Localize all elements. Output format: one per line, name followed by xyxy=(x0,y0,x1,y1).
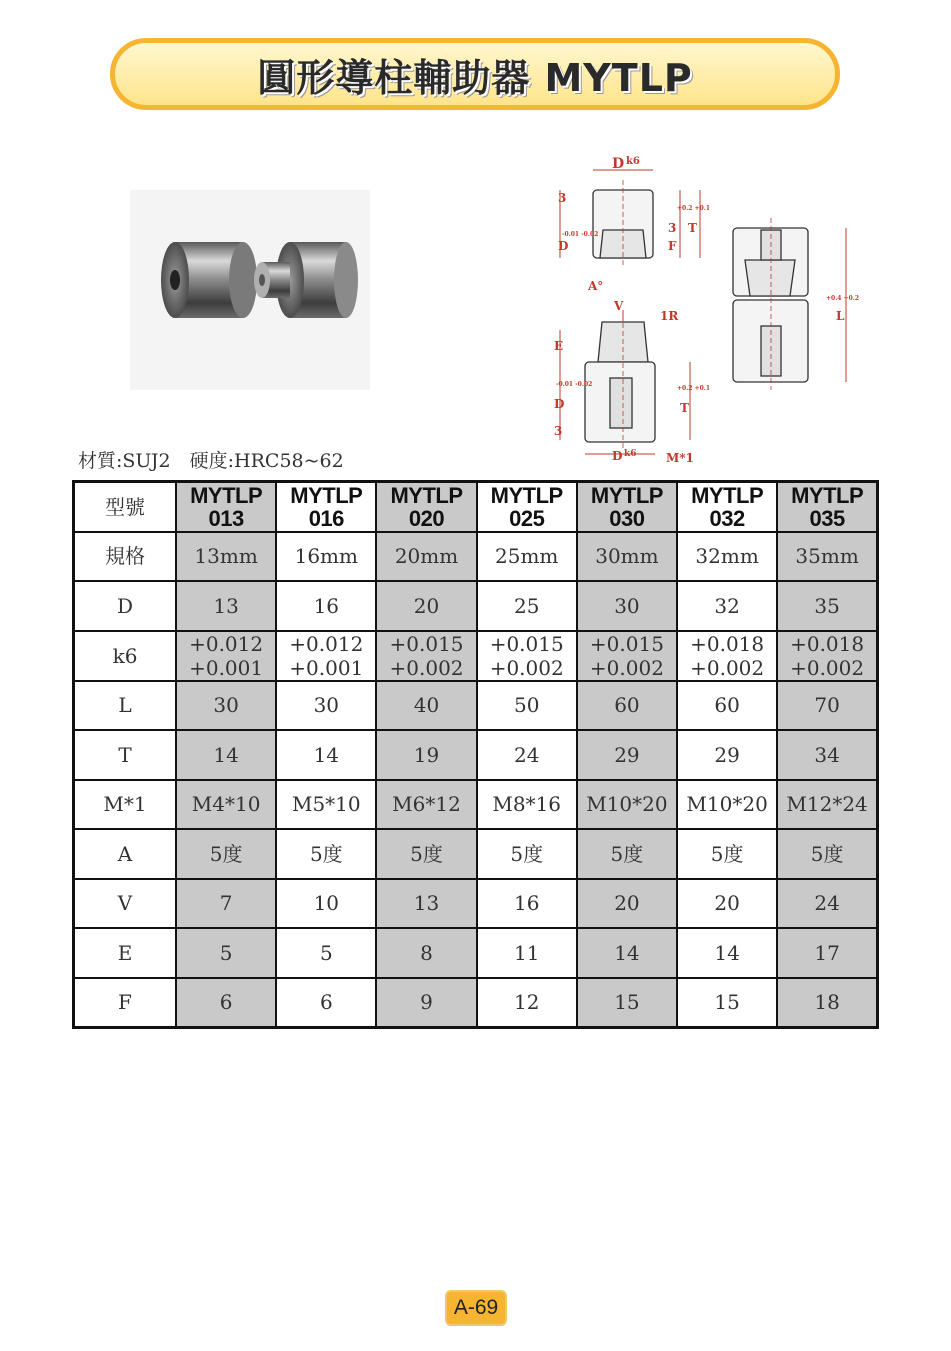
table-cell: 20 xyxy=(677,879,777,929)
label-l-tol: +0.4 +0.2 xyxy=(826,295,860,302)
label-tol-top: -0.01 -0.02 xyxy=(562,231,599,238)
label-e: E xyxy=(554,339,564,353)
page-title: 圓形導柱輔助器 MYTLP xyxy=(257,55,693,100)
table-cell: 32mm xyxy=(677,532,777,582)
table-cell: 6 xyxy=(176,978,276,1028)
title-banner xyxy=(110,38,840,110)
row-label: F xyxy=(74,978,177,1028)
product-photo xyxy=(130,190,370,390)
table-cell: 6 xyxy=(276,978,376,1028)
label-k6-bot: k6 xyxy=(624,449,637,459)
table-cell: M5*10 xyxy=(276,780,376,830)
label-t-tol-bot: +0.2 +0.1 xyxy=(677,385,711,392)
table-cell: 10 xyxy=(276,879,376,929)
table-cell: 34 xyxy=(777,730,877,780)
table-cell: +0.015 +0.002 xyxy=(477,631,577,681)
label-d-bot: D xyxy=(612,449,623,463)
table-row xyxy=(74,631,878,681)
row-label: L xyxy=(74,681,177,731)
table-cell: 5度 xyxy=(376,829,476,879)
table-cell: 5 xyxy=(276,928,376,978)
table-row xyxy=(74,978,878,1028)
table-row xyxy=(74,681,878,731)
table-cell: 5 xyxy=(176,928,276,978)
table-row xyxy=(74,581,878,631)
table-cell: 16 xyxy=(477,879,577,929)
table-cell: 9 xyxy=(376,978,476,1028)
table-cell: M8*16 xyxy=(477,780,577,830)
table-cell: 24 xyxy=(477,730,577,780)
technical-drawing xyxy=(540,150,870,468)
table-cell: 5度 xyxy=(577,829,677,879)
row-label: A xyxy=(74,829,177,879)
table-cell: 17 xyxy=(777,928,877,978)
table-cell: 5度 xyxy=(477,829,577,879)
label-1r: 1R xyxy=(660,309,679,323)
table-row xyxy=(74,928,878,978)
label-tol-bot: -0.01 -0.02 xyxy=(556,381,593,388)
table-cell: 5度 xyxy=(777,829,877,879)
table-cell: 19 xyxy=(376,730,476,780)
table-row xyxy=(74,532,878,582)
row-label: D xyxy=(74,581,177,631)
table-cell: 13mm xyxy=(176,532,276,582)
table-cell: 20 xyxy=(376,581,476,631)
label-t-tol-top: +0.2 +0.1 xyxy=(677,205,711,212)
table-cell: 18 xyxy=(777,978,877,1028)
material-spec: 材質:SUJ2 硬度:HRC58~62 xyxy=(78,450,344,472)
row-label: M*1 xyxy=(74,780,177,830)
table-cell: 40 xyxy=(376,681,476,731)
table-cell: 20 xyxy=(577,879,677,929)
table-cell: 14 xyxy=(577,928,677,978)
table-cell: 29 xyxy=(577,730,677,780)
row-label: 規格 xyxy=(74,532,177,582)
label-3-bot: 3 xyxy=(554,424,563,438)
label-t-top: T xyxy=(688,221,697,235)
table-cell: 25mm xyxy=(477,532,577,582)
row-label: V xyxy=(74,879,177,929)
table-cell: 70 xyxy=(777,681,877,731)
label-v: V xyxy=(614,299,624,313)
table-cell: M12*24 xyxy=(777,780,877,830)
label-d-tol-top: D xyxy=(558,239,569,253)
label-f: F xyxy=(668,239,677,253)
table-cell: 14 xyxy=(677,928,777,978)
header-label: 型號 xyxy=(74,482,177,532)
table-cell: 29 xyxy=(677,730,777,780)
table-cell: +0.015 +0.002 xyxy=(577,631,677,681)
model-020: MYTLP 020 xyxy=(376,482,476,532)
table-cell: 25 xyxy=(477,581,577,631)
label-3-mid: 3 xyxy=(668,221,677,235)
model-032: MYTLP 032 xyxy=(677,482,777,532)
table-cell: 13 xyxy=(376,879,476,929)
model-016: MYTLP 016 xyxy=(276,482,376,532)
table-row xyxy=(74,730,878,780)
table-cell: 13 xyxy=(176,581,276,631)
table-cell: 50 xyxy=(477,681,577,731)
page-number: A-69 xyxy=(445,1290,507,1326)
table-cell: 20mm xyxy=(376,532,476,582)
table-cell: 15 xyxy=(677,978,777,1028)
table-cell: 12 xyxy=(477,978,577,1028)
table-cell: 5度 xyxy=(176,829,276,879)
label-k6-top: k6 xyxy=(626,156,640,167)
row-label: k6 xyxy=(74,631,177,681)
table-cell: 30 xyxy=(577,581,677,631)
label-t-bot: T xyxy=(680,401,689,415)
table-cell: 14 xyxy=(176,730,276,780)
table-cell: 16mm xyxy=(276,532,376,582)
table-header-row xyxy=(74,482,878,532)
spec-table xyxy=(72,480,879,1029)
table-cell: 32 xyxy=(677,581,777,631)
table-row xyxy=(74,780,878,830)
label-l: L xyxy=(836,309,845,323)
table-cell: 35 xyxy=(777,581,877,631)
table-cell: +0.015 +0.002 xyxy=(376,631,476,681)
label-m: M*1 xyxy=(666,451,694,465)
label-3-top: 3 xyxy=(558,191,567,205)
table-row xyxy=(74,879,878,929)
model-030: MYTLP 030 xyxy=(577,482,677,532)
label-a: A° xyxy=(588,279,604,293)
row-label: T xyxy=(74,730,177,780)
table-cell: 8 xyxy=(376,928,476,978)
table-cell: 5度 xyxy=(677,829,777,879)
table-cell: +0.012 +0.001 xyxy=(276,631,376,681)
table-cell: +0.012 +0.001 xyxy=(176,631,276,681)
label-d-top: D xyxy=(612,156,625,172)
table-cell: M10*20 xyxy=(577,780,677,830)
model-035: MYTLP 035 xyxy=(777,482,877,532)
table-cell: 14 xyxy=(276,730,376,780)
table-cell: 16 xyxy=(276,581,376,631)
table-cell: M10*20 xyxy=(677,780,777,830)
table-cell: 24 xyxy=(777,879,877,929)
row-label: E xyxy=(74,928,177,978)
table-cell: 30mm xyxy=(577,532,677,582)
table-cell: 11 xyxy=(477,928,577,978)
table-cell: 35mm xyxy=(777,532,877,582)
table-cell: M6*12 xyxy=(376,780,476,830)
table-cell: 60 xyxy=(677,681,777,731)
table-cell: +0.018 +0.002 xyxy=(677,631,777,681)
table-cell: 30 xyxy=(276,681,376,731)
table-cell: M4*10 xyxy=(176,780,276,830)
table-cell: 30 xyxy=(176,681,276,731)
model-013: MYTLP 013 xyxy=(176,482,276,532)
table-cell: 15 xyxy=(577,978,677,1028)
table-cell: 60 xyxy=(577,681,677,731)
table-cell: 5度 xyxy=(276,829,376,879)
table-row xyxy=(74,829,878,879)
table-cell: 7 xyxy=(176,879,276,929)
table-cell: +0.018 +0.002 xyxy=(777,631,877,681)
model-025: MYTLP 025 xyxy=(477,482,577,532)
label-d-tol-bot: D xyxy=(554,397,565,411)
